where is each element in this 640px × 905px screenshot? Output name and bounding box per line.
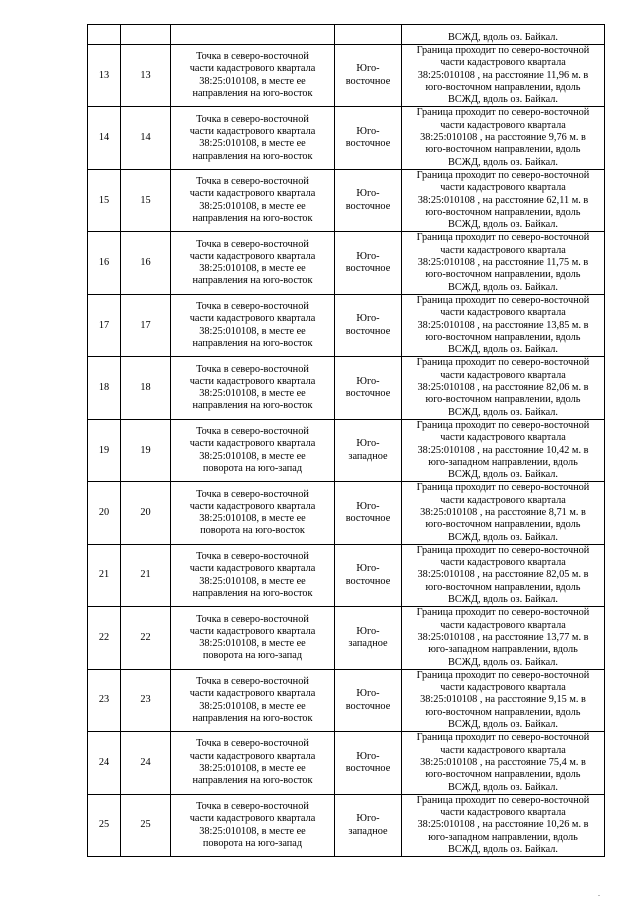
boundary-description-line: части кадастрового квартала xyxy=(440,744,566,756)
boundary-description-line: ВСЖД, вдоль оз. Байкал. xyxy=(448,281,558,293)
point-number: 20 xyxy=(121,482,171,544)
point-number: 25 xyxy=(121,794,171,856)
row-number: 13 xyxy=(88,45,121,107)
point-description-line: 38:25:010108, в месте ее xyxy=(199,200,306,212)
point-description-line: Точка в северо-восточной xyxy=(196,426,309,438)
point-description-line: поворота на юго-запад xyxy=(202,462,303,474)
row-number: 14 xyxy=(88,107,121,169)
boundary-description-line: 38:25:010108 , на расстояние 13,85 м. в xyxy=(417,319,589,331)
row-number: 15 xyxy=(88,169,121,231)
point-description xyxy=(171,669,335,731)
boundary-description-line: юго-восточном направлении, вдоль xyxy=(425,706,581,718)
direction-line: Юго- xyxy=(356,813,380,825)
boundary-description-line: 38:25:010108 , на расстояние 11,96 м. в xyxy=(417,69,589,81)
boundary-description-line: Граница проходит по северо-восточной xyxy=(416,107,590,119)
boundary-description xyxy=(402,669,605,731)
boundary-description-line: юго-восточном направлении, вдоль xyxy=(425,394,581,406)
point-description-line: Точка в северо-восточной xyxy=(196,113,309,125)
point-number: 16 xyxy=(121,232,171,294)
point-description xyxy=(171,169,335,231)
point-description-line: части кадастрового квартала xyxy=(189,813,316,825)
direction-line: восточное xyxy=(345,325,391,337)
point-description-line: 38:25:010108, в месте ее xyxy=(199,388,306,400)
boundary-description-line: части кадастрового квартала xyxy=(440,807,566,819)
table-body xyxy=(88,25,605,857)
boundary-description-line: юго-восточном направлении, вдоль xyxy=(425,331,581,343)
boundary-description-line: части кадастрового квартала xyxy=(440,369,566,381)
point-number: 23 xyxy=(121,669,171,731)
point-description-line: направления на юго-восток xyxy=(192,712,313,724)
boundary-description-line: Граница проходит по северо-восточной xyxy=(416,232,590,244)
boundary-points-table xyxy=(87,24,605,857)
table-row xyxy=(88,482,605,544)
table-row xyxy=(88,45,605,107)
direction-line: Юго- xyxy=(356,500,380,512)
boundary-description-line: юго-восточном направлении, вдоль xyxy=(425,769,581,781)
point-description-line: направления на юго-восток xyxy=(192,400,313,412)
boundary-description-line: ВСЖД, вдоль оз. Байкал. xyxy=(448,844,558,855)
point-description xyxy=(171,794,335,856)
point-description xyxy=(171,732,335,794)
direction-line: Юго- xyxy=(356,688,380,700)
point-description-line: Точка в северо-восточной xyxy=(196,176,309,188)
continuation-cell-number xyxy=(88,25,121,45)
continuation-cell-point xyxy=(121,25,171,45)
point-description-line: направления на юго-восток xyxy=(192,275,313,287)
boundary-description xyxy=(402,107,605,169)
boundary-description-line: юго-западном направлении, вдоль xyxy=(428,456,578,468)
boundary-description-line: Граница проходит по северо-восточной xyxy=(416,294,590,306)
row-number: 20 xyxy=(88,482,121,544)
point-description-line: 38:25:010108, в месте ее xyxy=(199,263,306,275)
boundary-description-line: части кадастрового квартала xyxy=(440,119,566,131)
boundary-description-line: ВСЖД, вдоль оз. Байкал. xyxy=(448,594,558,606)
table-row xyxy=(88,544,605,606)
boundary-description-line: юго-западном направлении, вдоль xyxy=(428,644,578,656)
boundary-description-line: ВСЖД, вдоль оз. Байкал. xyxy=(448,469,558,481)
direction-line: Юго- xyxy=(356,125,380,137)
boundary-description-line: ВСЖД, вдоль оз. Байкал. xyxy=(448,719,558,731)
boundary-description-line: 38:25:010108 , на расстояние 13,77 м. в xyxy=(417,631,589,643)
boundary-description-line: Граница проходит по северо-восточной xyxy=(416,482,590,494)
boundary-description-line: ВСЖД, вдоль оз. Байкал. xyxy=(448,94,558,106)
point-description-line: поворота на юго-запад xyxy=(202,837,303,849)
boundary-description xyxy=(402,45,605,107)
row-number: 18 xyxy=(88,357,121,419)
point-description-line: направления на юго-восток xyxy=(192,150,313,162)
continuation-row xyxy=(88,25,605,45)
point-number: 15 xyxy=(121,169,171,231)
point-number: 24 xyxy=(121,732,171,794)
direction xyxy=(335,669,402,731)
boundary-description-line: Граница проходит по северо-восточной xyxy=(416,732,590,744)
boundary-description-line: части кадастрового квартала xyxy=(440,619,566,631)
direction-line: восточное xyxy=(345,763,391,775)
boundary-description-line: 38:25:010108 , на расстояние 9,15 м. в xyxy=(420,694,586,706)
boundary-description-line: ВСЖД, вдоль оз. Байкал. xyxy=(448,344,558,356)
point-description-line: направления на юго-восток xyxy=(192,337,313,349)
point-description-line: Точка в северо-восточной xyxy=(196,675,309,687)
boundary-description-line: ВСЖД, вдоль оз. Байкал. xyxy=(448,781,558,793)
point-description-line: 38:25:010108, в месте ее xyxy=(199,575,306,587)
point-description-line: поворота на юго-восток xyxy=(200,525,305,537)
direction-line: западное xyxy=(348,638,388,650)
direction-line: западное xyxy=(348,450,388,462)
boundary-description-line: 38:25:010108 , на расстояние 82,05 м. в xyxy=(417,569,589,581)
point-description xyxy=(171,294,335,356)
row-number: 23 xyxy=(88,669,121,731)
point-description-line: части кадастрового квартала xyxy=(189,688,316,700)
point-description-line: части кадастрового квартала xyxy=(189,563,316,575)
point-description-line: 38:25:010108, в месте ее xyxy=(199,75,306,87)
point-description-line: Точка в северо-восточной xyxy=(196,800,309,812)
boundary-description-line: ВСЖД, вдоль оз. Байкал. xyxy=(448,156,558,168)
point-number: 13 xyxy=(121,45,171,107)
boundary-description-line: 38:25:010108 , на расстояние 8,71 м. в xyxy=(420,506,586,518)
direction xyxy=(335,169,402,231)
boundary-description-line: Граница проходит по северо-восточной xyxy=(416,419,590,431)
point-description-line: части кадастрового квартала xyxy=(189,750,316,762)
direction-line: Юго- xyxy=(356,438,380,450)
point-description-line: Точка в северо-восточной xyxy=(196,551,309,563)
boundary-description-line: ВСЖД, вдоль оз. Байкал. xyxy=(448,406,558,418)
table-row xyxy=(88,294,605,356)
point-description-line: части кадастрового квартала xyxy=(189,313,316,325)
boundary-description-line: части кадастрового квартала xyxy=(440,682,566,694)
point-description-line: направления на юго-восток xyxy=(192,213,313,224)
table-row xyxy=(88,669,605,731)
boundary-description-line: части кадастрового квартала xyxy=(440,182,566,194)
point-description-line: части кадастрового квартала xyxy=(189,63,316,75)
point-description xyxy=(171,107,335,169)
point-number: 21 xyxy=(121,544,171,606)
table-row xyxy=(88,607,605,669)
table-row xyxy=(88,419,605,481)
point-description-line: направления на юго-восток xyxy=(192,587,313,599)
continuation-boundary-text: ВСЖД, вдоль оз. Байкал. xyxy=(402,25,605,45)
point-description xyxy=(171,607,335,669)
point-number: 14 xyxy=(121,107,171,169)
point-number: 17 xyxy=(121,294,171,356)
point-description-line: 38:25:010108, в месте ее xyxy=(199,700,306,712)
point-description-line: Точка в северо-восточной xyxy=(196,301,309,313)
boundary-description-line: юго-восточном направлении, вдоль xyxy=(425,581,581,593)
row-number: 22 xyxy=(88,607,121,669)
boundary-description-line: Граница проходит по северо-восточной xyxy=(416,45,590,56)
direction xyxy=(335,45,402,107)
boundary-description xyxy=(402,232,605,294)
boundary-description xyxy=(402,794,605,856)
point-description-line: части кадастрового квартала xyxy=(189,625,316,637)
table-row xyxy=(88,357,605,419)
point-description-line: части кадастрового квартала xyxy=(189,125,316,137)
direction-line: Юго- xyxy=(356,563,380,575)
row-number: 25 xyxy=(88,794,121,856)
point-description-line: части кадастрового квартала xyxy=(189,250,316,262)
point-description-line: части кадастрового квартала xyxy=(189,375,316,387)
point-description-line: 38:25:010108, в месте ее xyxy=(199,638,306,650)
boundary-description-line: юго-западном направлении, вдоль xyxy=(428,831,578,843)
row-number: 24 xyxy=(88,732,121,794)
boundary-description-line: части кадастрового квартала xyxy=(440,432,566,444)
boundary-description-line: 38:25:010108 , на расстояние 62,11 м. в xyxy=(417,194,589,206)
boundary-description-line: ВСЖД, вдоль оз. Байкал. xyxy=(448,219,558,231)
point-description-line: части кадастрового квартала xyxy=(189,188,316,200)
point-number: 19 xyxy=(121,419,171,481)
boundary-description-line: Граница проходит по северо-восточной xyxy=(416,794,590,806)
point-description-line: поворота на юго-запад xyxy=(202,650,303,662)
boundary-description-line: юго-восточном направлении, вдоль xyxy=(425,144,581,156)
row-number: 19 xyxy=(88,419,121,481)
direction xyxy=(335,607,402,669)
table-row xyxy=(88,232,605,294)
boundary-description-line: 38:25:010108 , на расстояние 9,76 м. в xyxy=(420,132,586,144)
point-description xyxy=(171,419,335,481)
direction-line: восточное xyxy=(345,263,391,275)
boundary-description-line: 38:25:010108 , на расстояние 11,75 м. в xyxy=(417,257,589,269)
direction xyxy=(335,232,402,294)
boundary-description-line: части кадастрового квартала xyxy=(440,57,566,69)
point-description-line: направления на юго-восток xyxy=(192,775,313,787)
direction-line: восточное xyxy=(345,388,391,400)
direction xyxy=(335,732,402,794)
point-description xyxy=(171,544,335,606)
direction-line: Юго- xyxy=(356,750,380,762)
point-description-line: Точка в северо-восточной xyxy=(196,613,309,625)
direction-line: западное xyxy=(348,825,388,837)
point-description-line: 38:25:010108, в месте ее xyxy=(199,513,306,525)
boundary-description xyxy=(402,169,605,231)
direction-line: восточное xyxy=(345,138,391,150)
boundary-description-line: части кадастрового квартала xyxy=(440,244,566,256)
point-number: 18 xyxy=(121,357,171,419)
table-row xyxy=(88,794,605,856)
direction-line: восточное xyxy=(345,575,391,587)
boundary-description-line: юго-восточном направлении, вдоль xyxy=(425,519,581,531)
direction xyxy=(335,294,402,356)
direction xyxy=(335,794,402,856)
direction-line: восточное xyxy=(345,513,391,525)
direction-line: восточное xyxy=(345,75,391,87)
point-description xyxy=(171,45,335,107)
boundary-description-line: ВСЖД, вдоль оз. Байкал. xyxy=(448,531,558,543)
boundary-description xyxy=(402,607,605,669)
direction-line: Юго- xyxy=(356,313,380,325)
boundary-description-line: Граница проходит по северо-восточной xyxy=(416,669,590,681)
point-description xyxy=(171,357,335,419)
boundary-description-line: Граница проходит по северо-восточной xyxy=(416,544,590,556)
boundary-description xyxy=(402,294,605,356)
continuation-cell-direction xyxy=(335,25,402,45)
point-description-line: направления на юго-восток xyxy=(192,88,313,100)
boundary-description-line: юго-восточном направлении, вдоль xyxy=(425,269,581,281)
point-description-line: Точка в северо-восточной xyxy=(196,51,309,63)
direction-line: восточное xyxy=(345,200,391,212)
direction-line: восточное xyxy=(345,700,391,712)
point-description-line: 38:25:010108, в месте ее xyxy=(199,325,306,337)
boundary-description xyxy=(402,544,605,606)
point-number: 22 xyxy=(121,607,171,669)
point-description xyxy=(171,232,335,294)
point-description-line: Точка в северо-восточной xyxy=(196,488,309,500)
direction xyxy=(335,544,402,606)
table-row xyxy=(88,107,605,169)
point-description xyxy=(171,482,335,544)
boundary-description xyxy=(402,357,605,419)
table-row xyxy=(88,169,605,231)
direction-line: Юго- xyxy=(356,188,380,200)
row-number: 16 xyxy=(88,232,121,294)
point-description-line: части кадастрового квартала xyxy=(189,500,316,512)
point-description-line: 38:25:010108, в месте ее xyxy=(199,763,306,775)
boundary-description-line: части кадастрового квартала xyxy=(440,494,566,506)
direction-line: Юго- xyxy=(356,63,380,75)
continuation-cell-description xyxy=(171,25,335,45)
boundary-description-line: ВСЖД, вдоль оз. Байкал. xyxy=(448,656,558,668)
direction-line: Юго- xyxy=(356,625,380,637)
boundary-description xyxy=(402,419,605,481)
point-description-line: Точка в северо-восточной xyxy=(196,738,309,750)
direction xyxy=(335,357,402,419)
boundary-description-line: юго-восточном направлении, вдоль xyxy=(425,206,581,218)
point-description-line: части кадастрового квартала xyxy=(189,438,316,450)
point-description-line: 38:25:010108, в месте ее xyxy=(199,825,306,837)
direction-line: Юго- xyxy=(356,250,380,262)
boundary-description-line: Граница проходит по северо-восточной xyxy=(416,357,590,369)
point-description-line: Точка в северо-восточной xyxy=(196,238,309,250)
point-description-line: Точка в северо-восточной xyxy=(196,363,309,375)
boundary-description-line: Граница проходит по северо-восточной xyxy=(416,607,590,619)
boundary-description-line: 38:25:010108 , на расстояние 82,06 м. в xyxy=(417,382,589,394)
boundary-description-line: части кадастрового квартала xyxy=(440,307,566,319)
row-number: 17 xyxy=(88,294,121,356)
point-description-line: 38:25:010108, в месте ее xyxy=(199,450,306,462)
row-number: 21 xyxy=(88,544,121,606)
boundary-description-line: юго-восточном направлении, вдоль xyxy=(425,81,581,93)
boundary-description-line: Граница проходит по северо-восточной xyxy=(416,169,590,181)
boundary-description-line: 38:25:010108 , на расстояние 75,4 м. в xyxy=(420,756,586,768)
direction-line: Юго- xyxy=(356,375,380,387)
direction xyxy=(335,419,402,481)
boundary-description-line: 38:25:010108 , на расстояние 10,42 м. в xyxy=(417,444,589,456)
boundary-description xyxy=(402,482,605,544)
direction xyxy=(335,107,402,169)
direction xyxy=(335,482,402,544)
boundary-description-line: 38:25:010108 , на расстояние 10,26 м. в xyxy=(417,819,589,831)
scan-speck xyxy=(598,895,600,896)
boundary-description xyxy=(402,732,605,794)
point-description-line: 38:25:010108, в месте ее xyxy=(199,138,306,150)
boundary-description-line: части кадастрового квартала xyxy=(440,557,566,569)
table-row xyxy=(88,732,605,794)
